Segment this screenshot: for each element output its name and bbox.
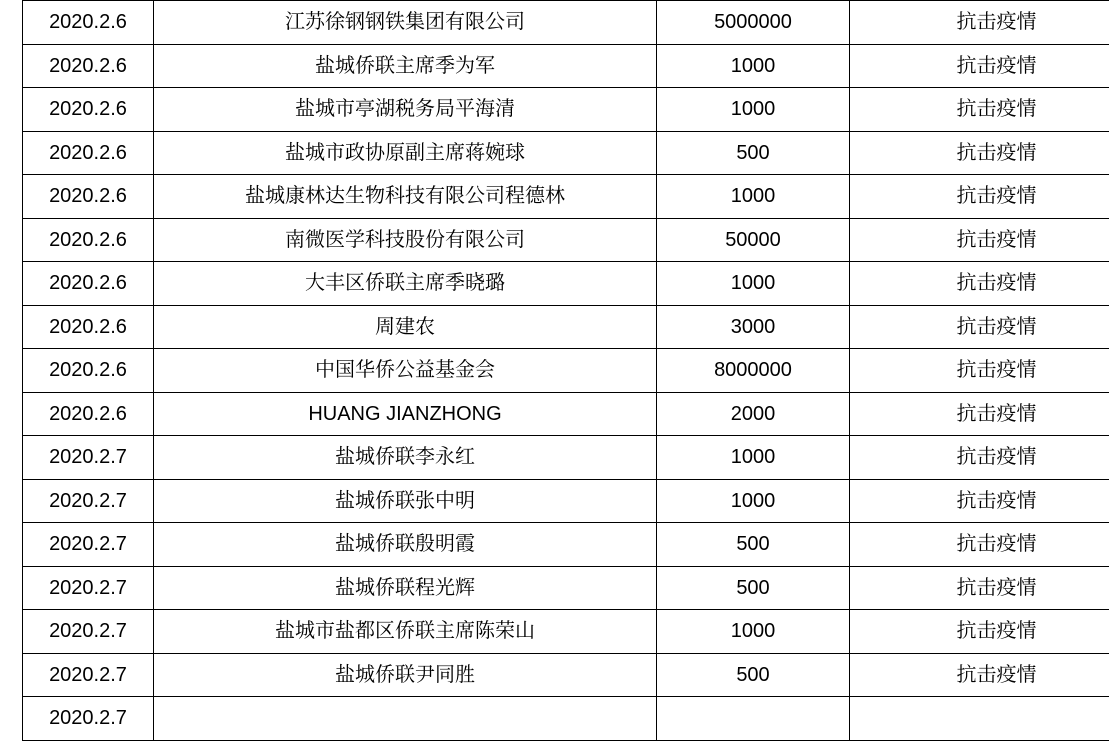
cell-amount: 50000: [657, 218, 850, 262]
cell-date: 2020.2.6: [23, 262, 154, 306]
donation-table: [22, 0, 1109, 741]
cell-donor: 盐城侨联程光辉: [154, 566, 657, 610]
table-row: [23, 305, 1109, 349]
cell-date: 2020.2.7: [23, 697, 154, 741]
cell-purpose: 抗击疫情: [850, 479, 1109, 523]
cell-date: 2020.2.6: [23, 218, 154, 262]
cell-amount: 3000: [657, 305, 850, 349]
cell-purpose: 抗击疫情: [850, 218, 1109, 262]
cell-purpose: 抗击疫情: [850, 44, 1109, 88]
cell-date: 2020.2.7: [23, 566, 154, 610]
cell-donor: 盐城市政协原副主席蒋婉球: [154, 131, 657, 175]
cell-amount: 500: [657, 131, 850, 175]
cell-date: 2020.2.6: [23, 392, 154, 436]
table-row: [23, 610, 1109, 654]
cell-date: 2020.2.6: [23, 175, 154, 219]
cell-donor: 盐城市盐都区侨联主席陈荣山: [154, 610, 657, 654]
cell-purpose: 抗击疫情: [850, 392, 1109, 436]
cell-donor: 盐城康林达生物科技有限公司程德林: [154, 175, 657, 219]
table-row: [23, 392, 1109, 436]
cell-donor: 周建农: [154, 305, 657, 349]
cell-date: 2020.2.6: [23, 305, 154, 349]
table-row: [23, 479, 1109, 523]
cell-donor: 中国华侨公益基金会: [154, 349, 657, 393]
cell-date: 2020.2.6: [23, 88, 154, 132]
cell-purpose: 抗击疫情: [850, 131, 1109, 175]
cell-amount: 500: [657, 523, 850, 567]
table-row: [23, 697, 1109, 741]
cell-date: 2020.2.6: [23, 131, 154, 175]
cell-purpose: 抗击疫情: [850, 305, 1109, 349]
table-row: [23, 218, 1109, 262]
table-row: [23, 1, 1109, 45]
cell-purpose: 抗击疫情: [850, 88, 1109, 132]
table-row: [23, 88, 1109, 132]
cell-donor: 南微医学科技股份有限公司: [154, 218, 657, 262]
table-row: [23, 44, 1109, 88]
cell-date: 2020.2.7: [23, 653, 154, 697]
cell-donor: 盐城侨联张中明: [154, 479, 657, 523]
cell-donor: 江苏徐钢钢铁集团有限公司: [154, 1, 657, 45]
cell-date: 2020.2.6: [23, 349, 154, 393]
cell-amount: 500: [657, 653, 850, 697]
cell-purpose: 抗击疫情: [850, 349, 1109, 393]
cell-amount: 5000000: [657, 1, 850, 45]
cell-amount: 1000: [657, 479, 850, 523]
cell-donor: 盐城市亭湖税务局平海清: [154, 88, 657, 132]
table-row: [23, 436, 1109, 480]
cell-date: 2020.2.7: [23, 479, 154, 523]
cell-donor: [154, 697, 657, 741]
cell-amount: 1000: [657, 175, 850, 219]
cell-amount: 2000: [657, 392, 850, 436]
cell-purpose: 抗击疫情: [850, 523, 1109, 567]
table-row: [23, 566, 1109, 610]
cell-date: 2020.2.7: [23, 436, 154, 480]
cell-amount: 8000000: [657, 349, 850, 393]
cell-purpose: 抗击疫情: [850, 1, 1109, 45]
cell-purpose: 抗击疫情: [850, 262, 1109, 306]
cell-amount: 1000: [657, 44, 850, 88]
table-row: [23, 349, 1109, 393]
cell-purpose: 抗击疫情: [850, 175, 1109, 219]
cell-amount: 1000: [657, 436, 850, 480]
cell-purpose: 抗击疫情: [850, 653, 1109, 697]
cell-amount: 500: [657, 566, 850, 610]
cell-donor: 盐城侨联主席季为军: [154, 44, 657, 88]
table-row: [23, 653, 1109, 697]
cell-donor: 大丰区侨联主席季晓璐: [154, 262, 657, 306]
cell-purpose: 抗击疫情: [850, 610, 1109, 654]
cell-date: 2020.2.7: [23, 610, 154, 654]
cell-donor: 盐城侨联殷明霞: [154, 523, 657, 567]
cell-amount: 1000: [657, 610, 850, 654]
cell-purpose: [850, 697, 1109, 741]
cell-donor: 盐城侨联尹同胜: [154, 653, 657, 697]
cell-date: 2020.2.6: [23, 1, 154, 45]
table-row: [23, 131, 1109, 175]
cell-amount: [657, 697, 850, 741]
table-row: [23, 175, 1109, 219]
cell-purpose: 抗击疫情: [850, 436, 1109, 480]
cell-donor: HUANG JIANZHONG: [154, 392, 657, 436]
table-row: [23, 523, 1109, 567]
cell-date: 2020.2.6: [23, 44, 154, 88]
cell-donor: 盐城侨联李永红: [154, 436, 657, 480]
cell-date: 2020.2.7: [23, 523, 154, 567]
table-body: [23, 1, 1109, 741]
table-row: [23, 262, 1109, 306]
cell-amount: 1000: [657, 262, 850, 306]
cell-purpose: 抗击疫情: [850, 566, 1109, 610]
cell-amount: 1000: [657, 88, 850, 132]
